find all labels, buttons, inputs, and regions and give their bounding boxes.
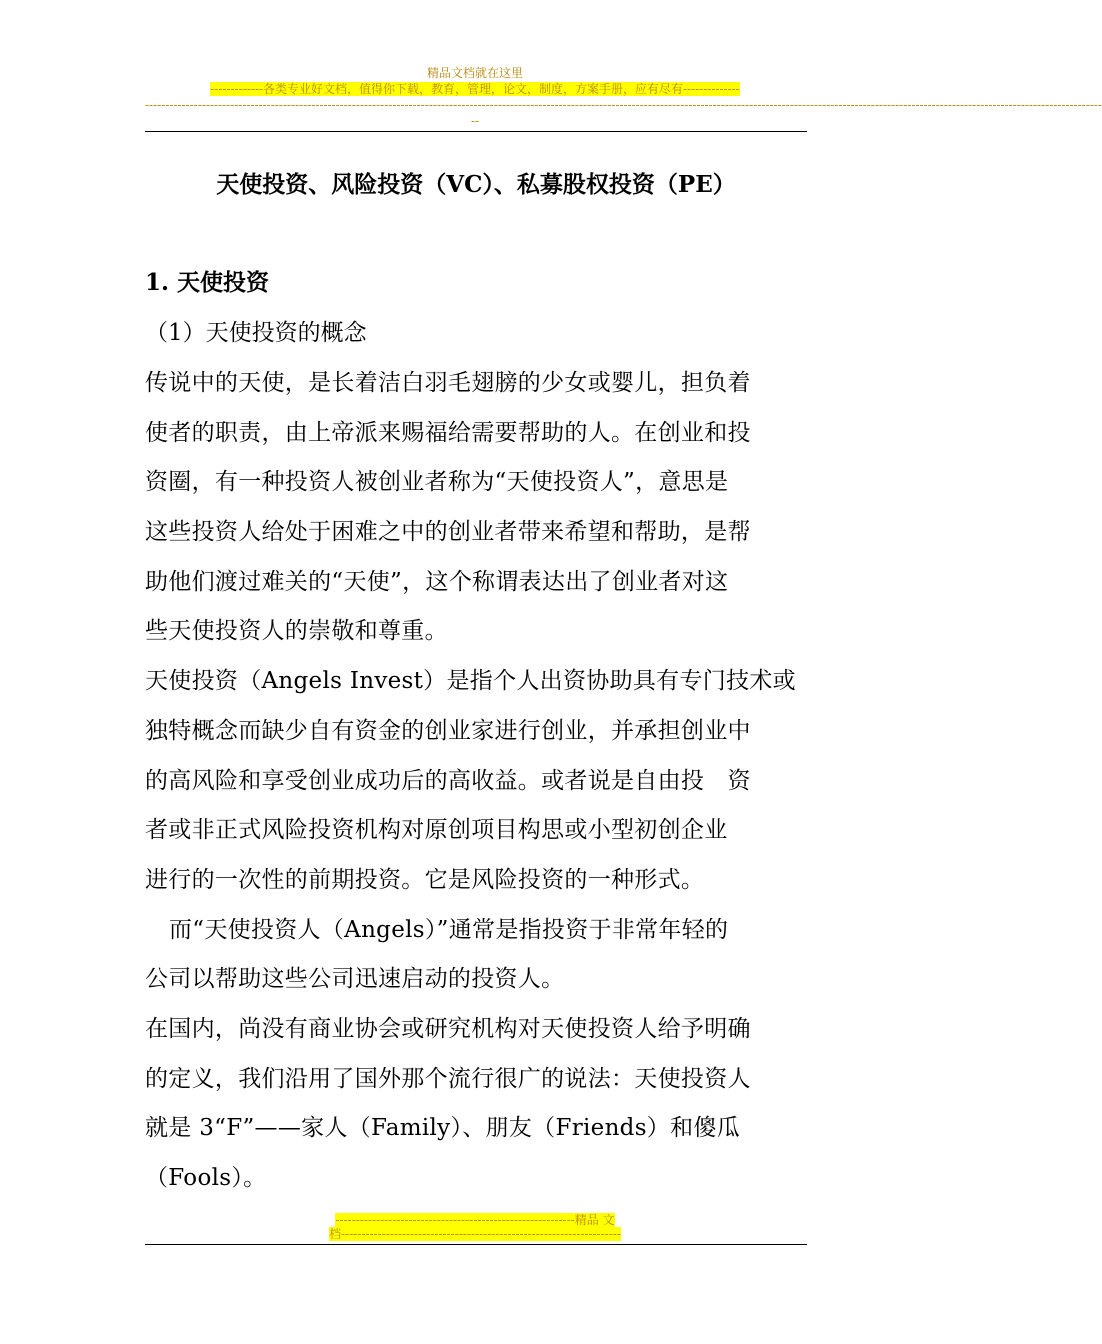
header-rule — [145, 131, 807, 132]
header-dash-line: -------------------------------------------------------------------------------------------------------------------------------------------------------------------------------------------------------------------------------------------- — [145, 98, 1102, 112]
body-line: 助他们渡过难关的“天使”，这个称谓表达出了创业者对这 — [145, 568, 729, 595]
subsection-heading: （1）天使投资的概念 — [145, 320, 367, 346]
header-watermark-slogan-text: -------------各类专业好文档，值得你下载，教育，管理，论文，制度，方案手册，应有尽有-------------- — [210, 82, 740, 96]
body-line: 传说中的天使，是长着洁白羽毛翅膀的少女或婴儿，担负着 — [145, 370, 751, 396]
footer-watermark-line1: -----------------------------------------------------------精品 文 — [335, 1213, 615, 1227]
body-line: 天使投资（Angels Invest）是指个人出资协助具有专门技术或 — [145, 668, 796, 695]
header-watermark-title — [0, 66, 950, 80]
body-line: 进行的一次性的前期投资。它是风险投资的一种形式。 — [145, 866, 705, 893]
body-line: 在国内，尚没有商业协会或研究机构对天使投资人给予明确 — [145, 1015, 751, 1042]
header-dash-tail: -- — [470, 114, 480, 128]
body-line: 资圈，有一种投资人被创业者称为“天使投资人”，意思是 — [145, 469, 729, 496]
body-line: 这些投资人给处于困难之中的创业者带来希望和帮助，是帮 — [145, 519, 751, 546]
body-line: 的高风险和享受创业成功后的高收益。或者说是自由投 资 — [145, 767, 751, 794]
body-line: 而“天使投资人（Angels）”通常是指投资于非常年轻的 — [169, 916, 729, 943]
footer-watermark — [0, 1213, 950, 1241]
footer-rule — [145, 1244, 807, 1245]
body-line: 者或非正式风险投资机构对原创项目构思或小型初创企业 — [145, 817, 728, 844]
body-line: （Fools）。 — [145, 1165, 267, 1191]
document-title: 天使投资、风险投资（VC）、私募股权投资（PE） — [216, 171, 736, 198]
body-line: 独特概念而缺少自有资金的创业家进行创业，并承担创业中 — [145, 717, 751, 744]
header-watermark-title-text: 精品文档就在这里 — [426, 66, 523, 80]
footer-watermark-line2: 档--------------------------------------------------------------------- — [329, 1227, 621, 1241]
body-line: 就是 3“F”——家人（Family）、朋友（Friends）和傻瓜 — [145, 1115, 741, 1142]
section-heading: 1. 天使投资 — [145, 269, 270, 296]
body-line: 公司以帮助这些公司迅速启动的投资人。 — [145, 966, 565, 993]
body-line: 些天使投资人的崇敬和尊重。 — [145, 618, 448, 645]
body-line: 的定义，我们沿用了国外那个流行很广的说法：天使投资人 — [145, 1065, 751, 1092]
body-line: 使者的职责，由上帝派来赐福给需要帮助的人。在创业和投 — [145, 419, 751, 446]
document-body — [145, 366, 807, 1211]
header-watermark-slogan — [0, 82, 950, 96]
